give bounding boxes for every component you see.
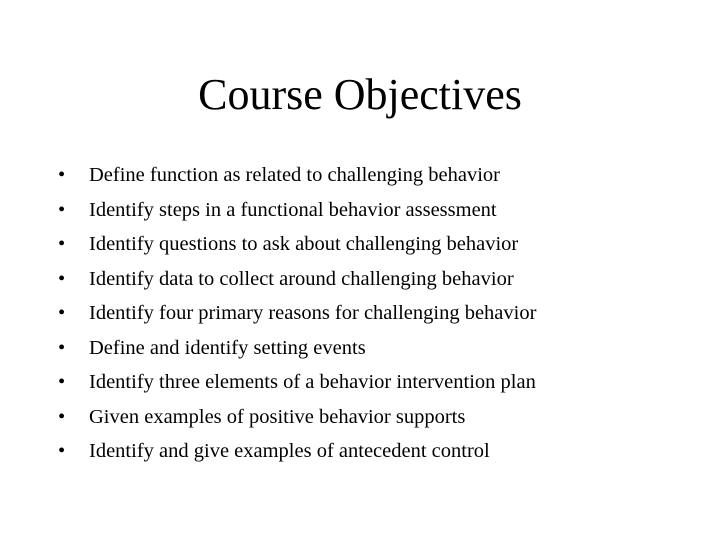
bullet-icon: • bbox=[58, 371, 66, 393]
list-item-text: Identify data to collect around challenging behavior bbox=[89, 267, 514, 290]
bullet-icon: • bbox=[58, 302, 66, 324]
bullet-icon: • bbox=[58, 198, 66, 221]
bullet-icon: • bbox=[58, 405, 66, 428]
bullet-icon: • bbox=[58, 336, 66, 359]
slide-title: Course Objectives bbox=[198, 70, 522, 119]
list-item-text: Identify and give examples of antecedent control bbox=[89, 440, 490, 462]
list-item bbox=[58, 262, 536, 297]
list-item-text: Identify questions to ask about challenging behavior bbox=[89, 233, 519, 255]
list-item bbox=[58, 400, 536, 435]
list-item bbox=[58, 193, 536, 228]
list-item-text: Define and identify setting events bbox=[89, 336, 366, 359]
bullet-icon: • bbox=[58, 267, 66, 290]
list-item bbox=[58, 158, 536, 193]
list-item-text: Identify steps in a functional behavior assessment bbox=[89, 198, 497, 221]
bullet-icon: • bbox=[58, 440, 66, 462]
objectives-list bbox=[58, 158, 536, 469]
list-item bbox=[58, 227, 536, 262]
list-item bbox=[58, 365, 536, 400]
list-item-text: Identify four primary reasons for challenging behavior bbox=[89, 302, 537, 324]
list-item bbox=[58, 331, 536, 366]
list-item bbox=[58, 296, 536, 331]
list-item bbox=[58, 434, 536, 469]
list-item-text: Identify three elements of a behavior intervention plan bbox=[89, 371, 536, 393]
bullet-icon: • bbox=[58, 164, 66, 186]
bullet-icon: • bbox=[58, 233, 66, 255]
list-item-text: Given examples of positive behavior supports bbox=[89, 405, 466, 428]
list-item-text: Define function as related to challenging behavior bbox=[89, 164, 500, 186]
